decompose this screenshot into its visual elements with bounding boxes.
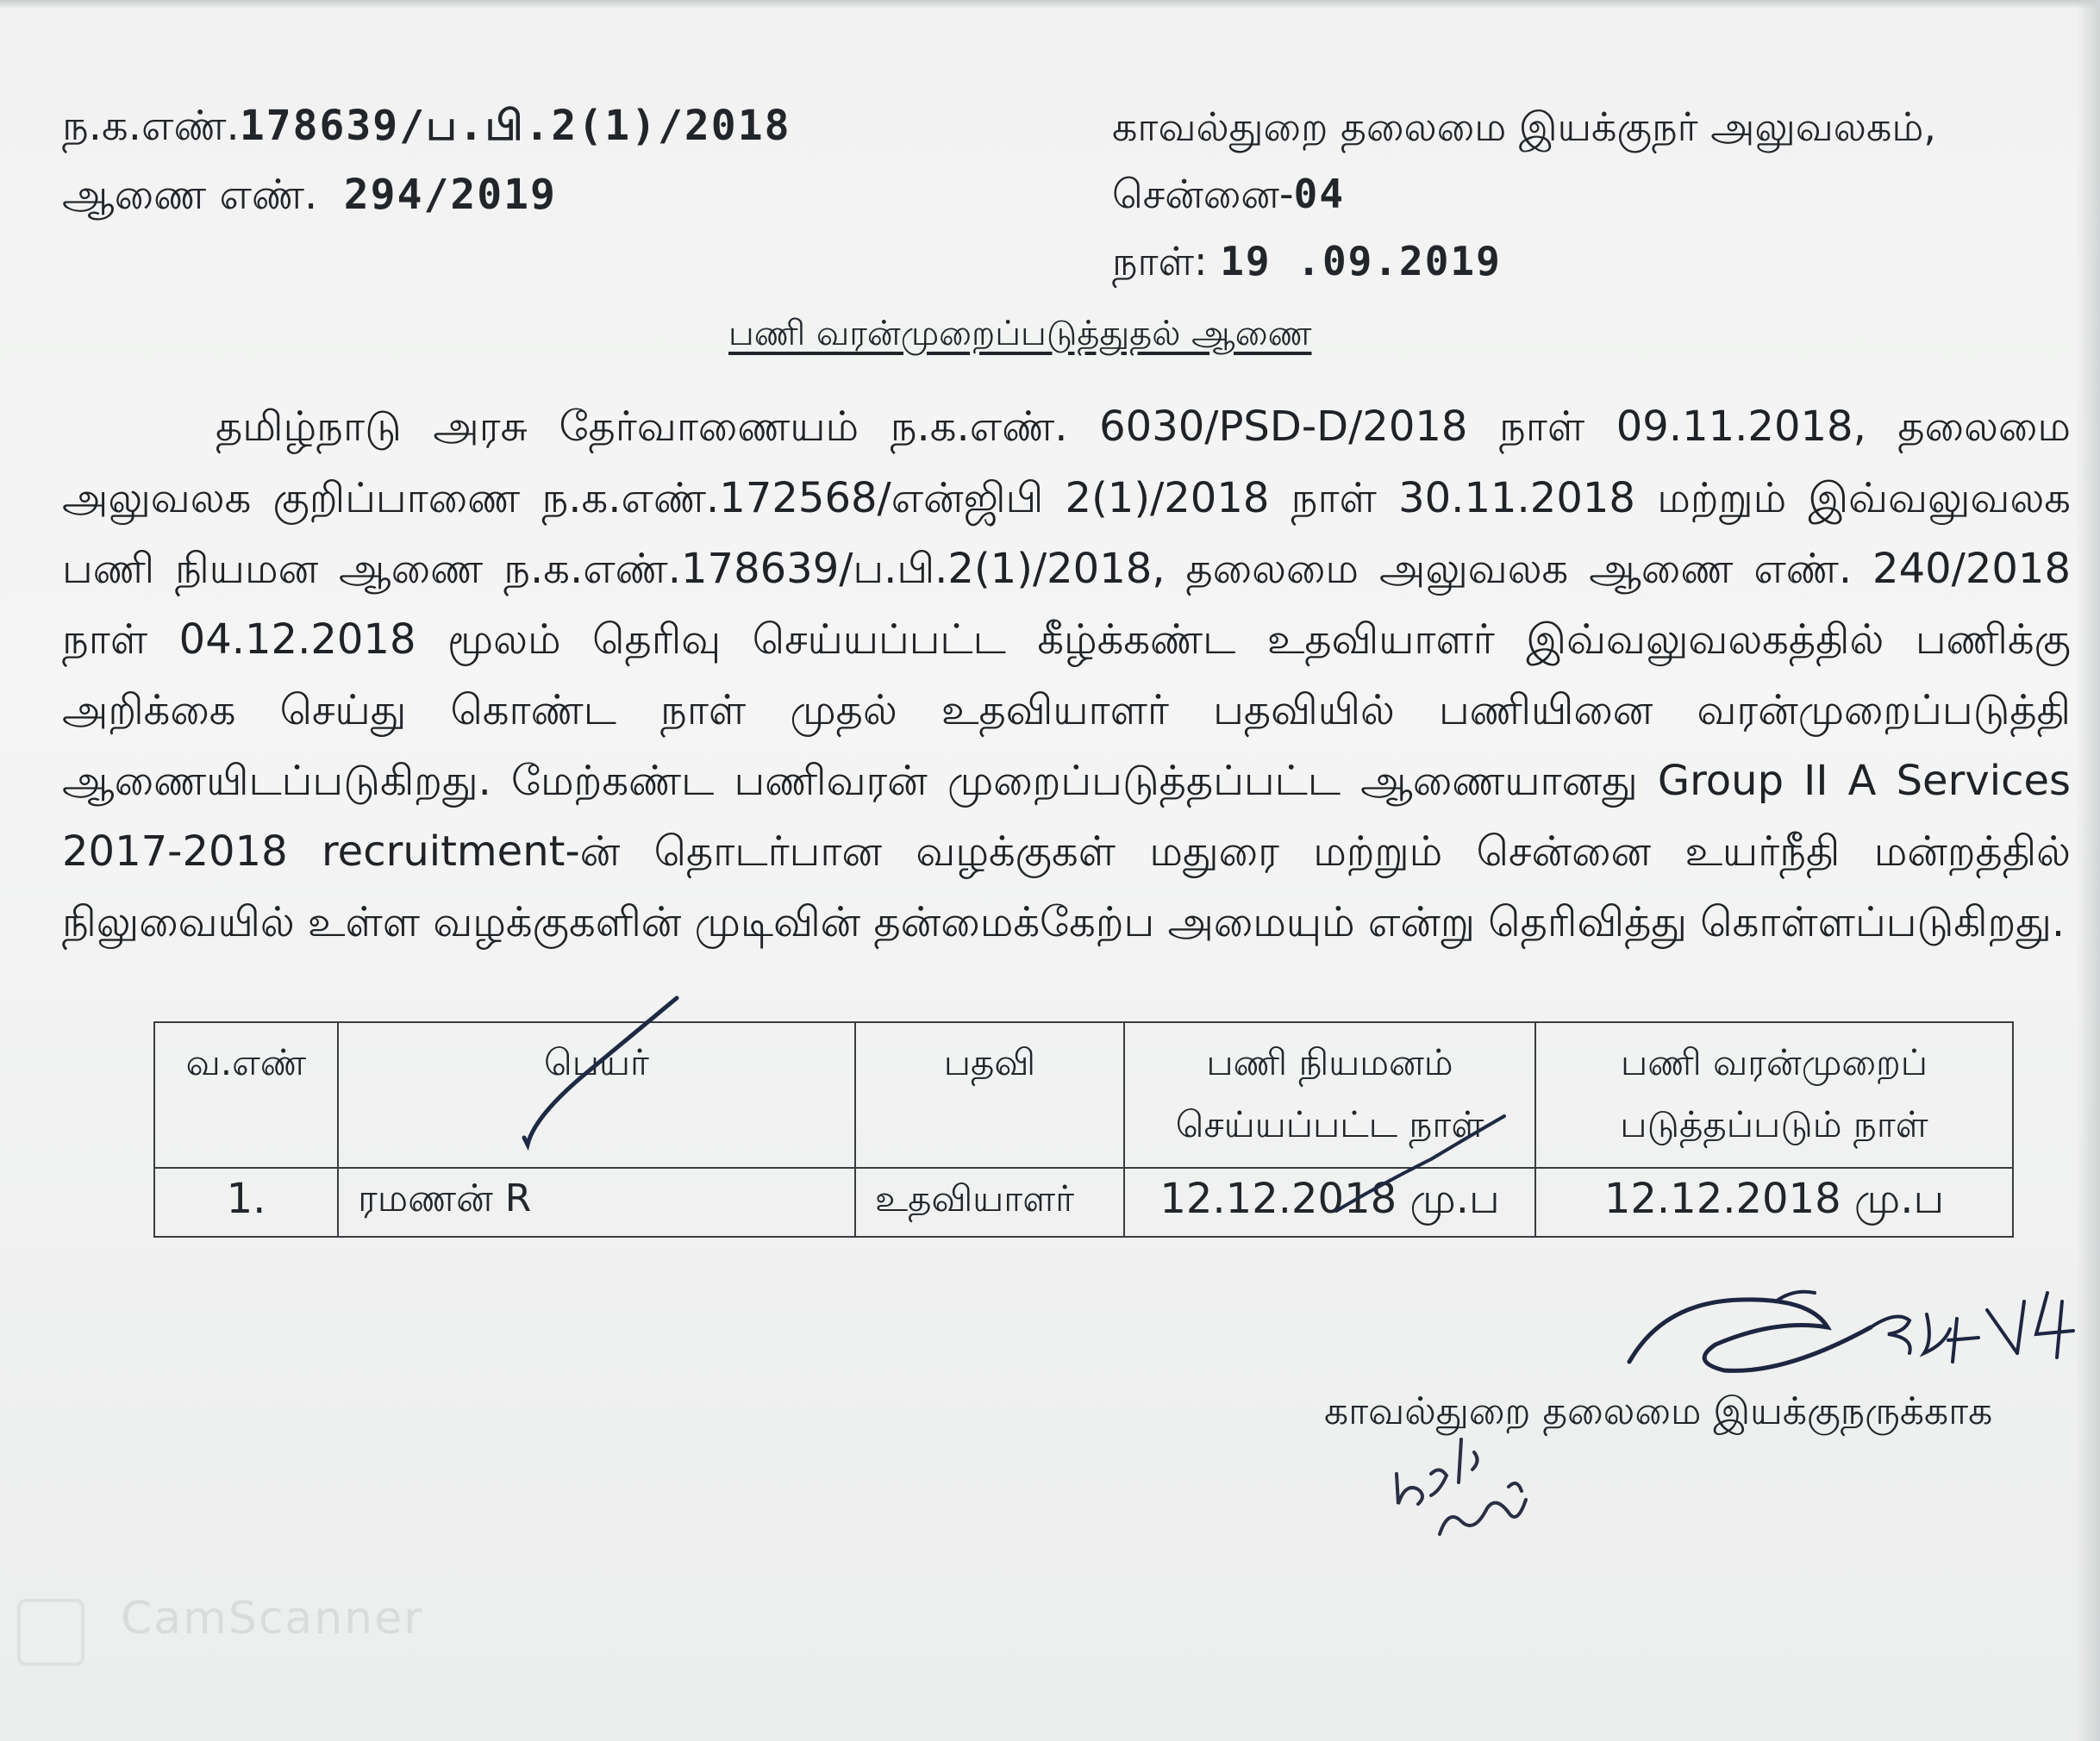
body-line: 2017-2018 recruitment-ன் தொடர்பான வழக்குகள் மதுரை மற்றும் சென்னை உயர்நீதி மன்றத்தில் [62,827,2071,876]
body-line: நாள் 04.12.2018 மூலம் தெரிவு செய்யப்பட்ட கீழ்க்கண்ட உதவியாளர் இவ்வலுவலகத்தில் பணிக்கு [62,615,2071,664]
header-appointment-line2: செய்யப்பட்ட நாள் [1175,1103,1484,1145]
cell-serial: 1. [154,1168,338,1237]
order-value: 294/2019 [343,171,557,219]
ref-label: ந.க.எண். [62,102,240,150]
signatory-designation: காவல்துறை தலைமை இயக்குநருக்காக [1324,1389,1993,1433]
header-post: பதவி [855,1022,1124,1168]
cell-post: உதவியாளர் [855,1168,1124,1237]
order-label: ஆணை எண். [62,171,318,219]
reference-number [62,102,791,155]
body-line: நிலுவையில் உள்ள வழக்குகளின் முடிவின் தன்மைக்கேற்ப அமையும் என்று தெரிவித்து கொள்ளப்படுகிறது. [62,898,2066,946]
table-row [154,1168,2013,1237]
table-header-row [154,1022,2013,1168]
header-name: பெயர் [338,1022,855,1168]
order-date [1112,238,1502,290]
page-shadow-right [2076,0,2100,1741]
scanner-watermark: CamScanner [121,1593,424,1644]
ref-number: 178639/ப.பி.2(1)/2018 [239,102,791,150]
cell-appointment-date: 12.12.2018 மு.ப [1124,1168,1535,1237]
pen-tick-mark [483,991,707,1155]
date-label: நாள்: [1112,238,1208,284]
date-value: 19 .09.2019 [1220,238,1502,284]
regularisation-table [153,1021,2014,1238]
header-regularisation-line1: பணி வரன்முறைப் [1621,1041,1928,1083]
body-line: அலுவலக குறிப்பாணை ந.க.எண்.172568/என்ஜிபி 2(1)/2018 நாள் 30.11.2018 மற்றும் இவ்வலுவலக [62,474,2071,522]
body-line: பணி நியமன ஆணை ந.க.எண்.178639/ப.பி.2(1)/2018, தலைமை அலுவலக ஆணை எண். 240/2018 [62,545,2071,593]
page-shadow-top [0,0,2100,9]
body-line: அறிக்கை செய்து கொண்ட நாள் முதல் உதவியாளர் பதவியில் பணியினை வரன்முறைப்படுத்தி [62,686,2071,734]
header-appointment-line1: பணி நியமனம் [1206,1041,1453,1083]
header-serial: வ.எண் [154,1022,338,1168]
body-line: தமிழ்நாடு அரசு தேர்வாணையம் ந.க.எண். 6030/PSD-D/2018 நாள் 09.11.2018, தலைமை [216,402,2071,451]
handwritten-initials [1379,1413,1569,1560]
office-name: காவல்துறை தலைமை இயக்குநர் அலுவலகம், [1112,103,1937,150]
cell-regularisation-date: 12.12.2018 மு.ப [1535,1168,2013,1237]
cell-name: ரமணன் R [338,1168,855,1237]
body-line: ஆணையிடப்படுகிறது. மேற்கண்ட பணிவரன் முறைப்படுத்தப்பட்ட ஆணையானது Group II A Services [62,757,2071,805]
header-regularisation-date [1535,1022,2013,1168]
scanner-logo-icon [17,1599,84,1666]
order-number [62,171,557,224]
city-label: சென்னை- [1112,171,1294,217]
header-regularisation-line2: படுத்தப்படும் நாள் [1620,1103,1928,1145]
office-city [1112,171,1345,223]
city-code: 04 [1293,171,1346,217]
document-title: பணி வரன்முறைப்படுத்துதல் ஆணை [728,314,1312,353]
pen-tick-mark [1328,1108,1534,1228]
